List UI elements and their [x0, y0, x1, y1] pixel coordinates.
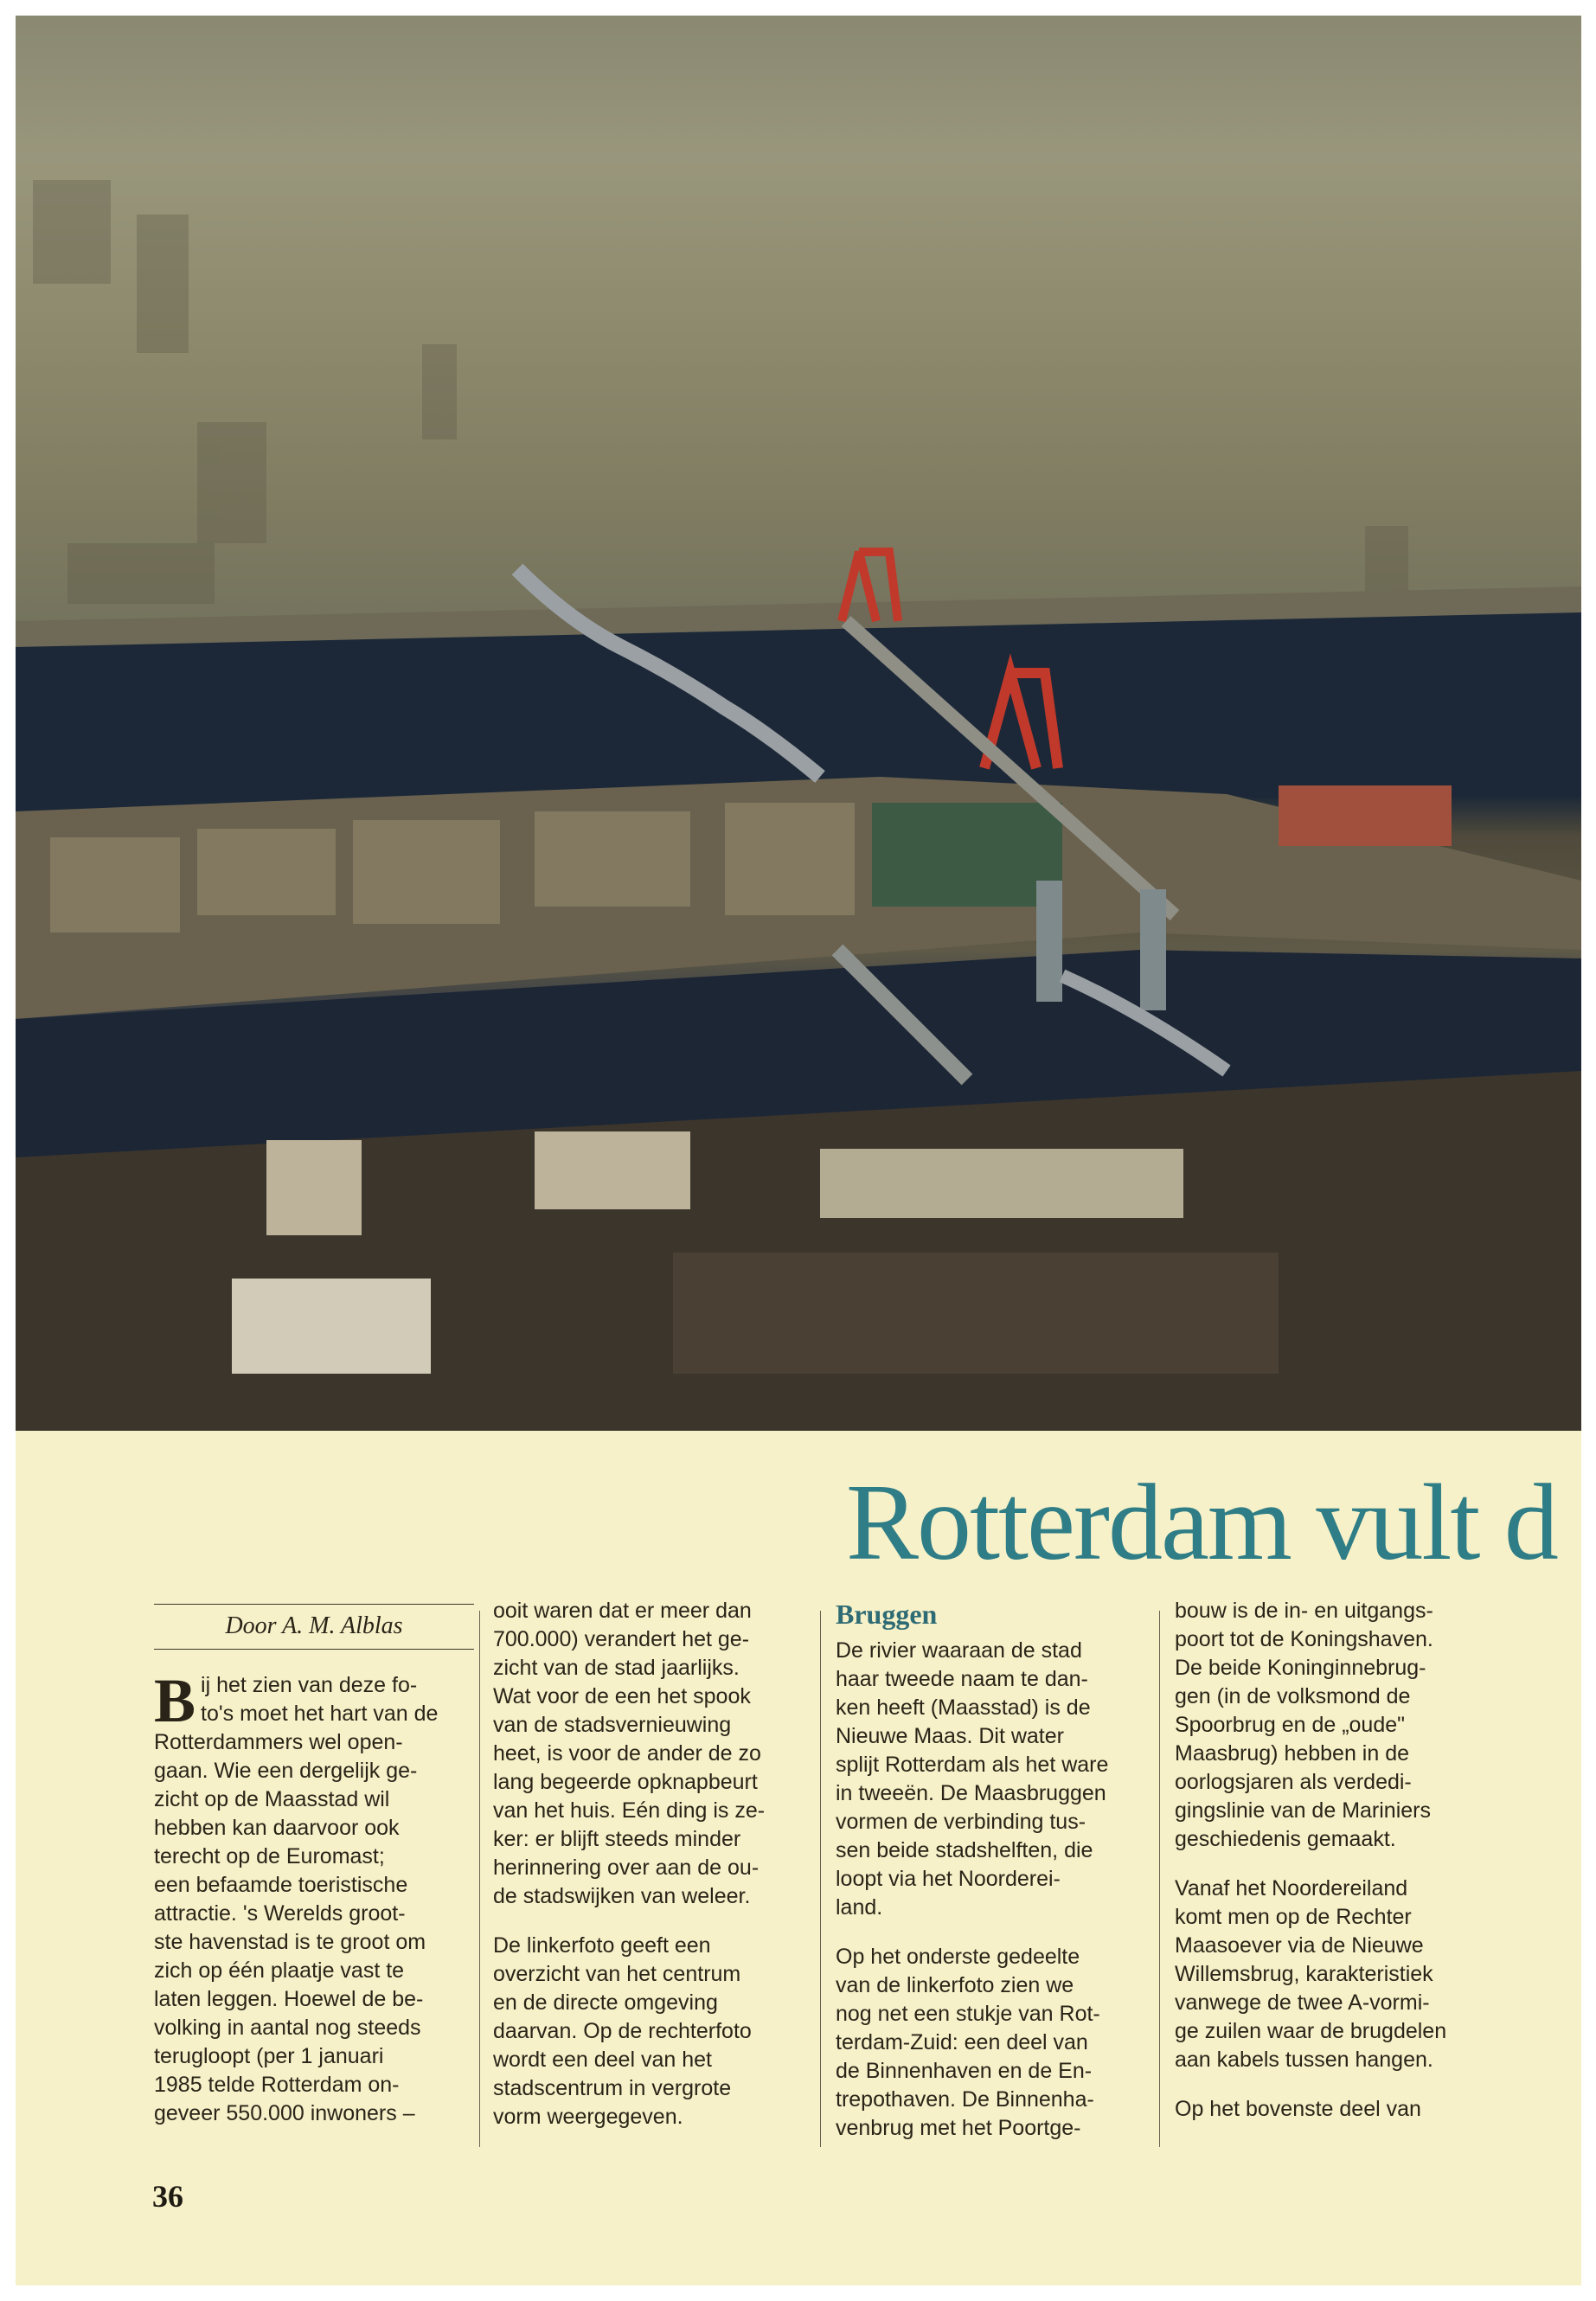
byline: Door A. M. Alblas	[225, 1612, 403, 1639]
byline-top-rule	[154, 1604, 474, 1605]
paragraph: De linkerfoto geeft een overzicht van het centrum en de directe omgeving daarvan. Op de rechterfoto wordt een deel van het stadscentrum in vergrote vorm weergegeven.	[493, 1933, 752, 2129]
paragraph: De rivier waaraan de stad haar tweede naam te dan- ken heeft (Maasstad) is de Nieuwe Maas. Dit water splijt Rotterdam als het ware in tweeën. De Maasbruggen vormen de verbinding tus- sen beide stadshelften, die loopt via het Noorderei- land.	[836, 1638, 1109, 1920]
section-subhead: Bruggen	[836, 1599, 938, 1630]
column-rule	[1159, 1611, 1160, 2147]
article-title: Rotterdam vult d	[846, 1463, 1557, 1583]
paragraph: Op het bovenste deel van	[1175, 2097, 1421, 2121]
text-column-4	[1175, 1597, 1486, 2144]
byline-bottom-rule	[154, 1649, 474, 1650]
paragraph: Vanaf het Noordereiland komt men op de Rechter Maasoever via de Nieuwe Willemsbrug, karakteristiek vanwege de twee A-vormi- ge zuilen waar de brugdelen aan kabels tussen hangen.	[1175, 1876, 1447, 2072]
column-rule	[820, 1611, 821, 2147]
aerial-photo-illustration	[16, 16, 1581, 1431]
column-rule	[479, 1611, 480, 2147]
aerial-photo	[16, 16, 1581, 1431]
text-column-1	[154, 1666, 465, 2149]
drop-cap: B	[154, 1666, 196, 1735]
paragraph: bouw is de in- en uitgangs- poort tot de Koningshaven. De beide Koninginnebrug- gen (in de volksmond de Spoorbrug en de „oude" Maasbrug) hebben in de oorlogsjaren als verdedi- gingslinie van de Mariniers geschiedenis gemaakt.	[1175, 1599, 1433, 1851]
magazine-page	[16, 16, 1581, 2285]
page-number: 36	[152, 2179, 183, 2214]
paragraph: ij het zien van deze fo- to's moet het hart van de Rotterdammers wel open- gaan. Wie een dergelijk ge- zicht op de Maasstad wil hebben kan daarvoor ook terecht op de Euromast; een befaamde toeristische attractie. 's Werelds groot- ste havenstad is te groot om zich op één plaatje vast te laten leggen. Hoewel de be- volking in aantal nog steeds terugloopt (per 1 januari 1985 telde Rotterdam on- geveer 550.000 inwoners –	[154, 1673, 439, 2125]
text-column-2	[493, 1597, 813, 2152]
paragraph: ooit waren dat er meer dan 700.000) verandert het ge- zicht van de stad jaarlijks. Wat voor de een het spook van de stadsvernieuwing heet, is voor de ander de zo lang begeerde opknapbeurt van het huis. Eén ding is ze- ker: er blijft steeds minder herinnering over aan de ou- de stadswijken van weleer.	[493, 1599, 766, 1908]
text-column-3	[836, 1597, 1147, 2163]
paragraph: Op het onderste gedeelte van de linkerfoto zien we nog net een stukje van Rot- terdam-Zuid: een deel van de Binnenhaven en de En- trepothaven. De Binnenha- venbrug met het Poortge-	[836, 1945, 1100, 2140]
